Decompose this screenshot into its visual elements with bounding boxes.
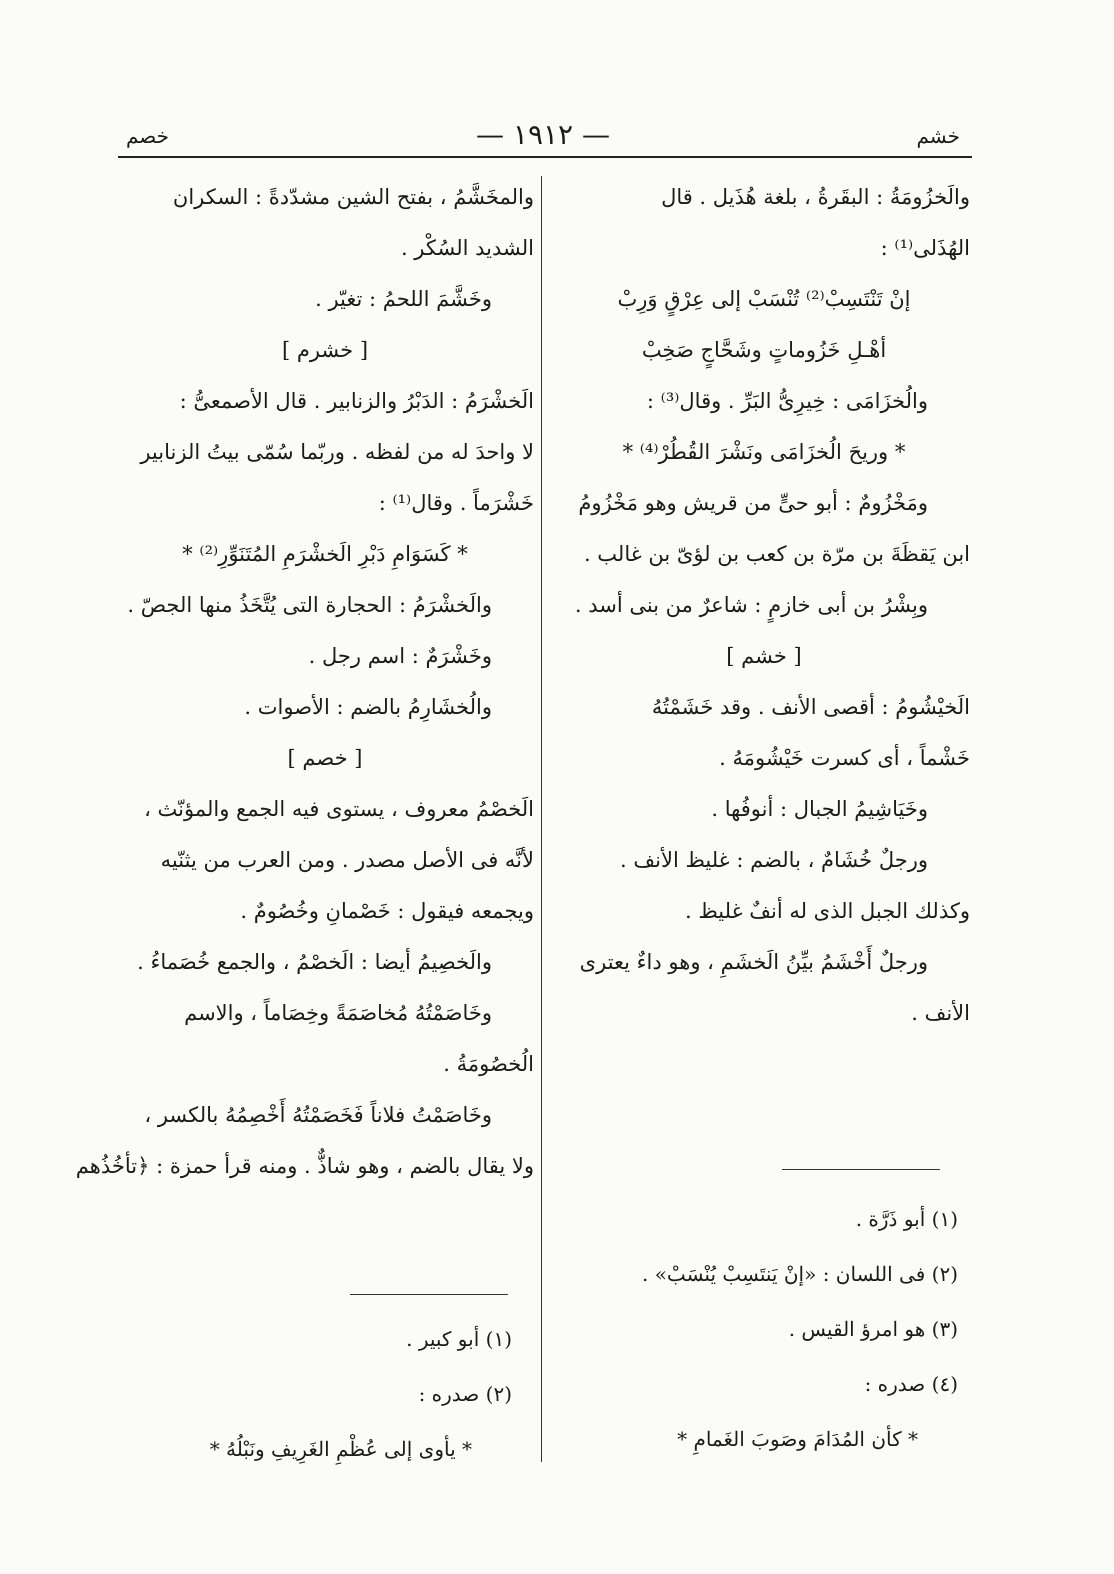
text-line: الأنف . [911,1001,970,1025]
footnote-verse: * كأن المُدَامَ وصَوبَ الغَمامِ * [677,1427,918,1451]
text-line: ورجلٌ أَخْشَمُ بيِّنُ الَخشَمِ ، وهو داءٌ يعترى [579,950,928,974]
text-line: الهُذَلى⁽¹⁾ : [880,236,970,260]
footnote-rule-right [782,1169,940,1170]
text-line: لا واحدَ له من لفظه . وربّما سُمّى بيتُ الزنابير [140,440,534,464]
text-line: لأنَّه فى الأصل مصدر . ومن العرب من يثنّيه [160,848,534,872]
text-line: ويجمعه فيقول : خَصْمانِ وخُصُومٌ . [240,899,534,923]
entry-heading: [ خشرم ] [281,338,369,362]
text-line: وكذلك الجبل الذى له أنفٌ غليظ . [685,899,970,923]
header-rule [118,156,972,158]
text-line: الَخيْشُومُ : أقصى الأنف . وقد خَشَمْتُهُ [651,695,970,719]
text-line: خَشْماً ، أى كسرت خَيْشُومَهُ . [719,746,970,770]
footnote: (٢) صدره : [418,1382,512,1406]
header-right-word: خشم [916,124,960,148]
right-footnotes [558,1192,958,1467]
text-line: وخَاصَمْتُ فلاناً فَخَصَمْتُهُ أَخْصِمُهُ بالكسر ، [144,1103,492,1127]
footnote: (٢) فى اللسان : «إنْ يَنتَسِبْ يُنْسَبْ» . [641,1262,958,1286]
left-footnotes [116,1312,512,1477]
text-line: الُخصُومَةُ . [443,1052,534,1076]
right-column [558,172,970,1039]
text-line: وخَشْرَمٌ : اسم رجل . [308,644,492,668]
text-line: وخَاصَمْتُهُ مُخاصَمَةً وخِصَاماً ، والاسم [184,1001,492,1025]
text-line: ورجلٌ خُشَامٌ ، بالضم : غليظ الأنف . [620,848,928,872]
header-left-word: خصم [126,124,170,148]
text-line: ومَخْزُومٌ : أبو حىٍّ من قريش وهو مَخْزُومُ [578,491,928,515]
text-line: الَخشْرَمُ : الدَبْرُ والزنابير . قال الأصمعىُّ : [179,389,534,413]
footnote: (١) أبو كبير . [406,1327,512,1351]
text-line: ابن يَقظَةَ بن مرّة بن كعب بن لؤىّ بن غالب . [583,542,970,566]
verse-line: أهْـلِ خَزُوماتٍ وشَحَّاجٍ صَخِبْ [641,338,887,362]
entry-heading: [ خشم ] [726,644,802,668]
footnote: (٣) هو امرؤ القيس . [788,1317,958,1341]
entry-heading: [ خصم ] [287,746,363,770]
text-line: الَخصْمُ معروف ، يستوى فيه الجمع والمؤنّث ، [144,797,534,821]
verse-line: * وريحَ الُخزَامَى ونَشْرَ القُطُرْ⁽⁴⁾ * [622,440,906,464]
text-line: والَخشْرَمُ : الحجارة التى يُتَّخَذُ منها الجصّ . [127,593,492,617]
footnote-verse: * يأوى إلى عُظْمِ الغَرِيفِ ونَبْلُهُ * [209,1437,472,1461]
left-column [75,172,534,1192]
footnote-rule-left [350,1294,508,1295]
text-line: والُخشَارِمُ بالضم : الأصوات . [244,695,492,719]
text-line: والمخَشَّمُ ، بفتح الشين مشدّدةً : السكران [172,185,534,209]
footnote: (١) أبو ذَرَّة . [855,1207,958,1231]
text-line: خَشْرَماً . وقال⁽¹⁾ : [378,491,534,515]
verse-line: * كَسَوَامِ دَبْرِ الَخشْرَمِ المُتَنَوِّرِ⁽²⁾ * [182,542,468,566]
column-divider [541,176,542,1462]
text-line: وبِشْرُ بن أبى خازمٍ : شاعرٌ من بنى أسد . [574,593,928,617]
text-line: وخَيَاشِيمُ الجبال : أنوفُها . [711,797,928,821]
verse-line: إنْ تَنْتَسِبْ⁽²⁾ تُنْسَبْ إلى عِرْقٍ وَرِبْ [617,287,911,311]
text-line: والُخزَامَى : خِيرِىُّ البَرِّ . وقال⁽³⁾ : [646,389,928,413]
text-line: الشديد السُكْر . [400,236,534,260]
text-line: والَخزُومَةُ : البقَرةُ ، بلغة هُذَيل . قال [661,185,970,209]
text-line: ولا يقال بالضم ، وهو شاذٌّ . ومنه قرأ حمزة : ﴿تأخُذُهم [75,1154,534,1178]
footnote: (٤) صدره : [864,1372,958,1396]
page-header [118,118,968,160]
text-line: وخَشَّمَ اللحمُ : تغيّر . [315,287,492,311]
text-line: والَخصِيمُ أيضا : الَخصْمُ ، والجمع خُصَماءُ . [137,950,492,974]
page-number: — ١٩١٢ — [476,118,610,151]
